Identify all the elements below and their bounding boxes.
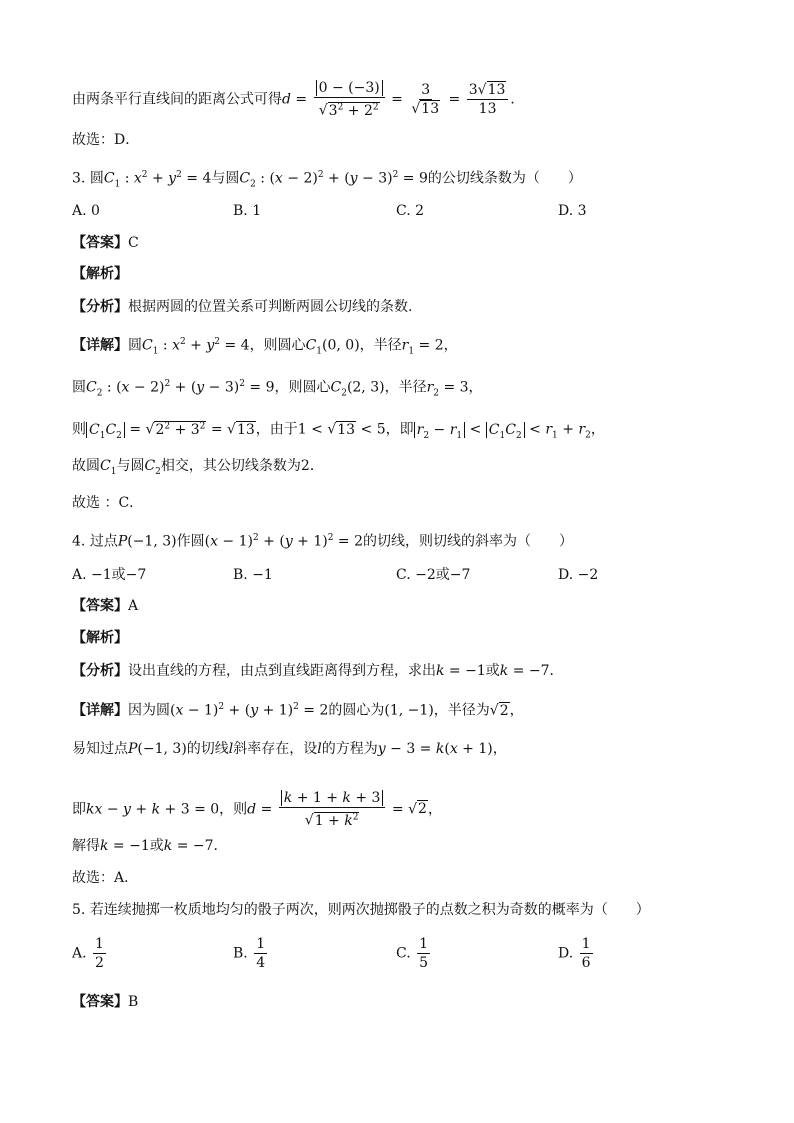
text: 的方程为 — [321, 741, 378, 757]
option-a[interactable]: A. −1或−7 — [72, 567, 147, 583]
text: 与圆 — [211, 170, 240, 187]
text: ，则圆心 — [249, 337, 306, 354]
numerator: 1 — [419, 936, 429, 952]
denominator: 2 — [95, 955, 104, 971]
numerator: 1 — [581, 936, 591, 952]
denominator: 6 — [581, 955, 591, 971]
answer-line — [72, 233, 139, 253]
option-b[interactable] — [233, 936, 269, 971]
option-a[interactable] — [72, 936, 108, 971]
text: 的切线 — [186, 741, 229, 757]
question-number: 4. — [72, 533, 86, 550]
question-4-stem: 4. 过点P(−1, 3)作圆$(x - 1)^2 + (y + 1)^2 = 2$的切线，则切线的斜率为（ ） — [72, 533, 574, 550]
text: 设出直线的方程，由点到直线距离得到方程，求出 — [128, 663, 436, 679]
distance-formula-line: 由两条平行直线间的距离公式可得d = $\frac{0 - (-3)}{√3^2 + 2^2}$ = $\frac{3}{√13}$ = $\frac{3√13}{13}$ ． — [72, 80, 525, 119]
analysis-label: 【解析】 — [72, 266, 128, 282]
text: ，由于 — [255, 421, 298, 438]
text: 解得 — [72, 838, 100, 854]
text: 相交，其公切线条数为 — [160, 458, 301, 474]
text: 或 — [485, 663, 500, 679]
detail-label: 【详解】 — [72, 702, 128, 719]
answer-value: B — [128, 994, 139, 1010]
detail-line-1: 【详解】圆$C_1$ : $x^2 + y^2 = 4$，则圆心$C_1(0$, 0)，半径$r_1 = 2$， — [72, 337, 458, 357]
text: 作圆 — [176, 533, 205, 550]
fenxi-label: 【分析】 — [72, 663, 128, 679]
question-number: 5. — [72, 902, 86, 918]
text: 圆 — [128, 337, 142, 354]
text: 易知过点 — [72, 741, 128, 757]
answer-value: A — [128, 598, 139, 614]
option-label: C. — [396, 945, 411, 962]
text: 故圆 — [72, 458, 100, 474]
detail-label: 【详解】 — [72, 337, 128, 354]
question-5-stem — [72, 900, 650, 920]
text: 的切线，则切线的斜率为（ ） — [363, 533, 574, 550]
detail-line-2: 易知过点P(−1, 3)的切线l斜率存在，设l的方程为y − 3 = k(x + 1)， — [72, 741, 507, 757]
option-b[interactable]: B. 1 — [233, 203, 262, 219]
option-label: D. — [558, 945, 574, 962]
text: ，则 — [219, 801, 248, 818]
analysis-label: 【解析】 — [72, 630, 128, 646]
numerator: 1 — [256, 936, 266, 952]
conclusion: 故选：A． — [72, 870, 139, 886]
text: ，半径 — [359, 337, 402, 354]
answer-label: 【答案】 — [72, 235, 128, 251]
text: 圆 — [72, 379, 86, 396]
text: 因为圆 — [128, 702, 170, 719]
text: 或 — [149, 838, 164, 854]
text: ，即 — [385, 421, 414, 438]
conclusion: 故选：D． — [72, 132, 140, 148]
fenxi-line: 【分析】设出直线的方程，由点到直线距离得到方程，求出k = −1或k = −7． — [72, 663, 564, 679]
option-b[interactable]: B. −1 — [233, 567, 273, 583]
text: 由两条平行直线间的距离公式可得 — [72, 91, 282, 108]
option-d[interactable] — [558, 936, 595, 971]
fenxi-label: 【分析】 — [72, 299, 128, 315]
fenxi-line — [72, 297, 412, 317]
question-number: 3. — [72, 170, 86, 187]
text: ，则圆心 — [274, 379, 331, 396]
text: 与圆 — [116, 458, 145, 474]
text: 若连续抛掷一枚质地均匀的骰子两次，则两次抛掷骰子的点数之积为奇数的概率为（ ） — [89, 902, 650, 918]
text: ，半径为 — [433, 702, 490, 719]
answer-value: C — [128, 235, 139, 251]
text: 过点 — [89, 533, 118, 550]
option-d[interactable]: D. −2 — [558, 567, 599, 583]
option-label: A. — [72, 945, 87, 962]
text: 即 — [72, 801, 86, 818]
detail-line-1: 【详解】因为圆$(x - 1)^2 + (y + 1)^2 = 2$的圆心为(1, −1)，半径为√2， — [72, 702, 524, 719]
option-c[interactable]: C. 2 — [396, 203, 425, 219]
text: 的圆心为 — [328, 702, 385, 719]
option-c[interactable] — [396, 936, 432, 971]
detail-line-3: 即kx − y + k + 3 = 0，则d = $\frac{k + 1 + k + 3}{√1 + k^2}$ = √2， — [72, 790, 442, 829]
numerator: 1 — [95, 936, 104, 952]
detail-line-2: 圆$C_2$ : $(x - 2)^2 + (y - 3)^2 = 9$，则圆心$C_2(2$, 3)，半径$r_2 = 3$， — [72, 379, 483, 399]
option-c[interactable]: C. −2或−7 — [396, 567, 471, 583]
option-d[interactable]: D. 3 — [558, 203, 587, 219]
detail-line-4: 解得k = −1或k = −7． — [72, 838, 228, 854]
option-label: B. — [233, 945, 248, 962]
text: 圆 — [89, 170, 104, 187]
text: 则 — [72, 421, 86, 438]
conclusion: 故选 ：C． — [72, 495, 144, 511]
detail-line-3: 则 $C_1C_2 = √2^2 + 3^2 = √13$，由于1 < √13 < 5，即 $r_2 - r_1 < C_1C_2 < r_1 + r_2$， — [72, 421, 605, 441]
answer-label: 【答案】 — [72, 598, 128, 614]
text: ，半径 — [384, 379, 427, 396]
answer-line — [72, 992, 138, 1012]
answer-label: 【答案】 — [72, 994, 128, 1010]
question-3-stem: 3. 圆$C_1$ : $x^2 + y^2 = 4$与圆$C_2$ : $(x - 2)^2 + (y - 3)^2 = 9$的公切线条数为（ ） — [72, 170, 582, 190]
text: 斜率存在，设 — [233, 741, 318, 757]
text: 根据两圆的位置关系可判断两圆公切线的条数. — [128, 299, 413, 315]
text: 的公切线条数为（ ） — [427, 170, 582, 187]
option-a[interactable]: A. 0 — [72, 203, 100, 219]
denominator: 5 — [419, 955, 429, 971]
denominator: 4 — [256, 955, 266, 971]
answer-line — [72, 596, 138, 616]
detail-line-4: 故圆$C_1$与圆$C_2$相交，其公切线条数为2． — [72, 458, 324, 477]
